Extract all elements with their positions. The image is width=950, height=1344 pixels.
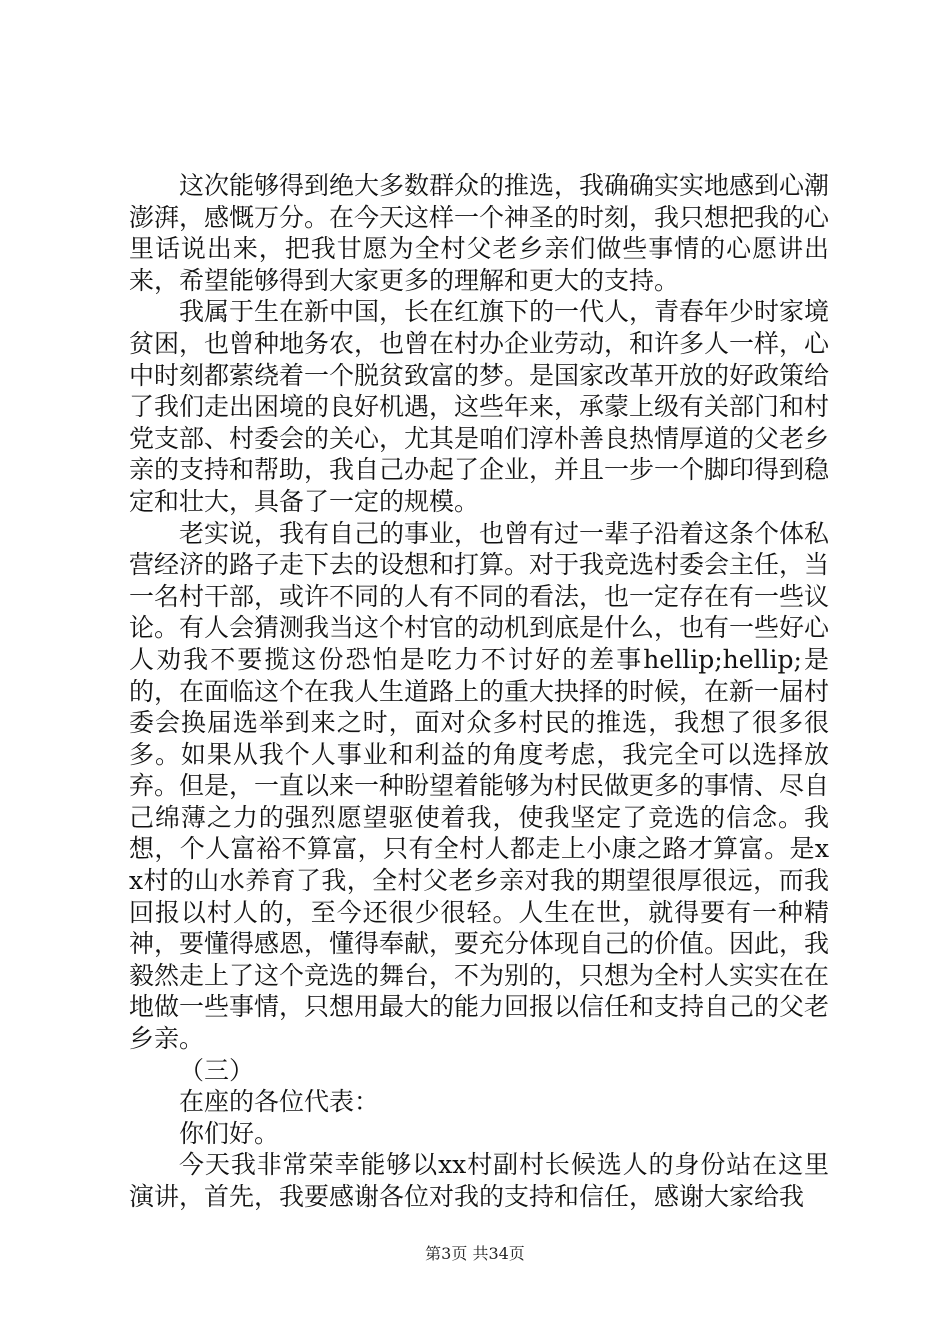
section-heading: （三）	[179, 1055, 255, 1085]
paragraph-4: 今天我非常荣幸能够以xx村副村长候选人的身份站在这里演讲，首先，我要感谢各位对我的支持和信任，感谢大家给我	[129, 1150, 829, 1211]
paragraph-2: 我属于生在新中国，长在红旗下的一代人，青春年少时家境贫困，也曾种地务农，也曾在村办企业劳动，和许多人一样，心中时刻都萦绕着一个脱贫致富的梦。是国家改革开放的好政策给了我们走出困境的良好机遇，这些年来，承蒙上级有关部门和村党支部、村委会的关心，尤其是咱们淳朴善良热情厚道的父老乡亲的支持和帮助，我自己办起了企业，并且一步一个脚印得到稳定和壮大，具备了一定的规模。	[129, 297, 830, 516]
salutation: 在座的各位代表：	[179, 1087, 380, 1117]
paragraph-3: 老实说，我有自己的事业，也曾有过一辈子沿着这条个体私营经济的路子走下去的设想和打算。对于我竞选村委会主任，当一名村干部，或许不同的人有不同的看法，也一定存在有一些议论。有人会猜测我当这个村官的动机到底是什么，也有一些好心人劝我不要揽这份恐怕是吃力不讨好的差事hellip;hellip;是的，在面临这个在我人生道路上的重大抉择的时候，在新一届村委会换届选举到来之时，面对众多村民的推选，我想了很多很多。如果从我个人事业和利益的角度考虑，我完全可以选择放弃。但是，一直以来一种盼望着能够为村民做更多的事情、尽自己绵薄之力的强烈愿望驱使着我，使我坚定了竞选的信念。我想，个人富裕不算富，只有全村人都走上小康之路才算富。是xx村的山水养育了我，全村父老乡亲对我的期望很厚很远，而我回报以村人的，至今还很少很轻。人生在世，就得要有一种精神，要懂得感恩，懂得奉献，要充分体现自己的价值。因此，我毅然走上了这个竞选的舞台，不为别的，只想为全村人实实在在地做一些事情，只想用最大的能力回报以信任和支持自己的父老乡亲。	[129, 518, 830, 1054]
greeting: 你们好。	[179, 1118, 280, 1148]
paragraph-1: 这次能够得到绝大多数群众的推选，我确确实实地感到心潮澎湃，感慨万分。在今天这样一个神圣的时刻，我只想把我的心里话说出来，把我甘愿为全村父老乡亲们做些事情的心愿讲出来，希望能够得到大家更多的理解和更大的支持。	[129, 171, 830, 295]
document-body	[129, 170, 829, 1213]
page-footer: 第3页 共34页	[425, 1244, 525, 1263]
